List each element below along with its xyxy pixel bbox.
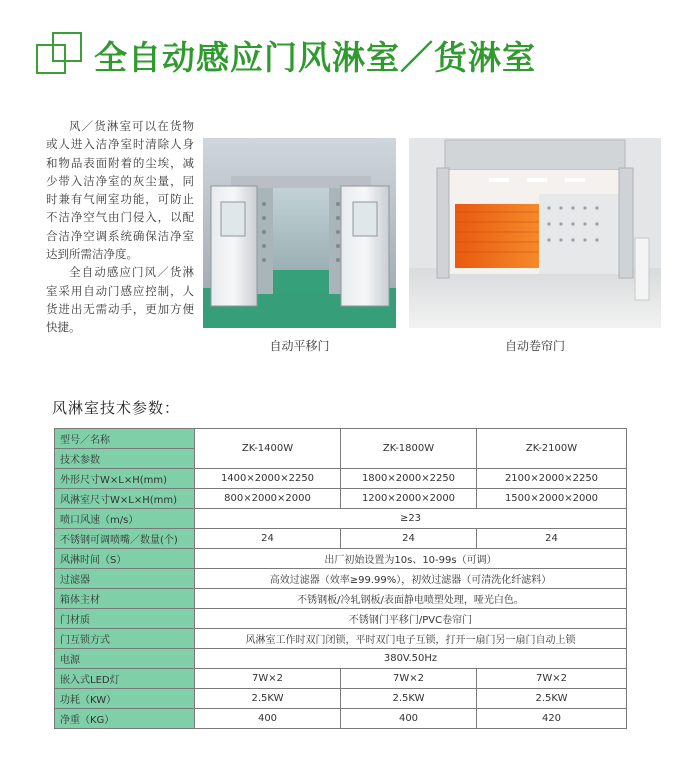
spec-row-value: 1400×2000×2250 <box>195 469 341 489</box>
model-name: ZK-1800W <box>341 429 477 469</box>
params-label: 技术参数 <box>55 449 195 469</box>
spec-row-value: 2.5KW <box>195 689 341 709</box>
spec-row-value: 2.5KW <box>477 689 627 709</box>
roller-door-photo <box>409 138 661 328</box>
spec-row-value: 400 <box>195 709 341 729</box>
table-row <box>55 669 627 689</box>
spec-row-label: 电源 <box>55 649 195 669</box>
table-row <box>55 709 627 729</box>
spec-row-value: 24 <box>341 529 477 549</box>
intro-paragraph-2: 全自动感应门风／货淋室采用自动门感应控制，人货进出无需动手，更加方便快捷。 <box>46 265 194 335</box>
table-row <box>55 469 627 489</box>
spec-row-label: 嵌入式LED灯 <box>55 669 195 689</box>
table-row <box>55 629 627 649</box>
table-row <box>55 589 627 609</box>
spec-row-value: 420 <box>477 709 627 729</box>
roller-door-caption: 自动卷帘门 <box>504 339 565 353</box>
table-row <box>55 509 627 529</box>
model-name: ZK-1400W <box>195 429 341 469</box>
spec-row-value: 1200×2000×2000 <box>341 489 477 509</box>
table-row <box>55 489 627 509</box>
spec-row-label: 箱体主材 <box>55 589 195 609</box>
table-row <box>55 569 627 589</box>
sliding-door-photo <box>203 138 396 328</box>
spec-row-value: 出厂初始设置为10s、10-99s（可调） <box>195 549 627 569</box>
table-row <box>55 689 627 709</box>
spec-row-value: 不锈钢门平移门/PVC卷帘门 <box>195 609 627 629</box>
spec-row-label: 功耗（KW） <box>55 689 195 709</box>
spec-row-label: 风淋室尺寸W×L×H(mm) <box>55 489 195 509</box>
model-name: ZK-2100W <box>477 429 627 469</box>
spec-row-label: 喷口风速（m/s） <box>55 509 195 529</box>
spec-row-value: 7W×2 <box>341 669 477 689</box>
spec-heading: 风淋室技术参数： <box>52 399 181 417</box>
table-row <box>55 609 627 629</box>
sliding-door-caption: 自动平移门 <box>269 339 330 353</box>
spec-row-label: 门材质 <box>55 609 195 629</box>
table-row <box>55 529 627 549</box>
model-label: 型号／名称 <box>55 429 195 449</box>
table-row <box>55 549 627 569</box>
intro-paragraph-1: 风／货淋室可以在货物或人进入洁净室时清除人身和物品表面附着的尘埃，减少带入洁净室的灰尘量，同时兼有气闸室功能，可防止不洁净空气由门侵入，以配合洁净空调系统确保洁净室达到所需洁净度。 <box>46 119 194 262</box>
spec-row-value: 风淋室工作时双门闭锁，平时双门电子互锁，打开一扇门另一扇门自动上锁 <box>195 629 627 649</box>
spec-row-value: 400 <box>341 709 477 729</box>
spec-row-value: ≥23 <box>195 509 627 529</box>
spec-row-value: 2100×2000×2250 <box>477 469 627 489</box>
spec-row-value: 24 <box>195 529 341 549</box>
spec-row-value: 380V.50Hz <box>195 649 627 669</box>
spec-row-label: 门互锁方式 <box>55 629 195 649</box>
spec-row-value: 不锈钢板/冷轧钢板/表面静电喷塑处理，哑光白色。 <box>195 589 627 609</box>
spec-row-label: 不锈钢可调喷嘴／数量(个) <box>55 529 195 549</box>
spec-row-label: 过滤器 <box>55 569 195 589</box>
table-row <box>55 429 627 449</box>
spec-row-value: 1800×2000×2250 <box>341 469 477 489</box>
intro-text <box>46 117 194 337</box>
spec-row-label: 净重（KG） <box>55 709 195 729</box>
spec-table <box>54 428 627 729</box>
spec-row-value: 7W×2 <box>477 669 627 689</box>
table-row <box>55 649 627 669</box>
spec-row-value: 7W×2 <box>195 669 341 689</box>
spec-row-value: 高效过滤器（效率≥99.99%），初效过滤器（可清洗化纤滤料） <box>195 569 627 589</box>
spec-row-label: 风淋时间（S） <box>55 549 195 569</box>
spec-row-value: 24 <box>477 529 627 549</box>
spec-row-value: 800×2000×2000 <box>195 489 341 509</box>
spec-row-value: 1500×2000×2000 <box>477 489 627 509</box>
page-title: 全自动感应门风淋室／货淋室 <box>94 38 536 77</box>
spec-row-value: 2.5KW <box>341 689 477 709</box>
title-decoration-icon <box>36 30 82 76</box>
spec-row-label: 外形尺寸W×L×H(mm) <box>55 469 195 489</box>
